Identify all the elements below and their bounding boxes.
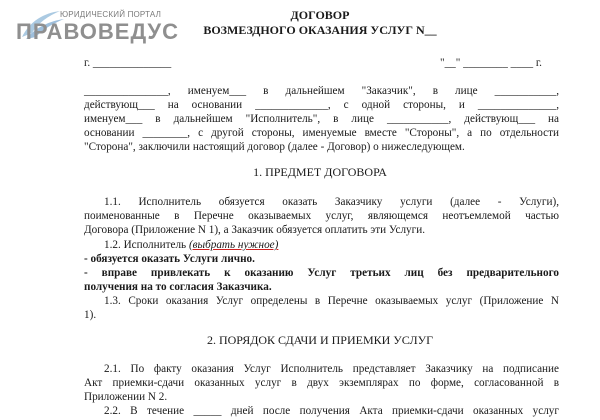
clause-prefix: 1.2. Исполнитель — [104, 239, 187, 251]
document-title: ДОГОВОР — [290, 8, 350, 22]
preamble-line: "Сторона", заключили настоящий договор (далее - Договор) о нижеследующем. — [84, 141, 465, 153]
option-line: - вправе привлекать к оказанию Услуг третьих лиц без предварительного — [84, 267, 559, 279]
clause-line: 1.1. Исполнитель обязуется оказать Заказчику услуги (далее - Услуги), — [104, 196, 559, 208]
choice-note: (выбрать нужное) — [188, 239, 279, 251]
date-field: "__" ________ ____ г. — [440, 57, 542, 69]
clause-line: 1). — [84, 309, 97, 321]
clause-line: Договора (Приложение N 1), а Заказчик обязуется оплатить эти Услуги. — [84, 224, 425, 236]
preamble-line: основании ________, с другой стороны, именуемые вместе "Стороны", а по отдельности — [84, 127, 559, 139]
logo-name: ПРАВОВЕДУС — [16, 19, 179, 44]
preamble-line: именуем___ в дальнейшем "Исполнитель", в лице ___________, действующ___ на — [84, 113, 559, 125]
clause-line: Приложении N 2. — [84, 391, 168, 403]
preamble-line: действующ___ на основании _____________, с одной стороны, и ______________, — [84, 99, 559, 111]
option-line: - обязуется оказать Услуги лично. — [84, 253, 255, 265]
document-subtitle: ВОЗМЕЗДНОГО ОКАЗАНИЯ УСЛУГ N__ — [203, 23, 437, 37]
clause-line: 1.3. Сроки оказания Услуг определены в Перечне оказываемых услуг (Приложение N — [104, 295, 559, 307]
clause-line — [104, 238, 278, 252]
city-field: г. ______________ — [84, 57, 172, 69]
logo-subtitle: ЮРИДИЧЕСКИЙ ПОРТАЛ — [60, 10, 162, 19]
clause-line: 2.2. В течение _____ дней после получения Акта приемки-сдачи оказанных услуг — [104, 405, 559, 417]
site-logo[interactable] — [16, 7, 186, 51]
clause-line: поименованные в Перечне оказываемых услуг, являющемся неотъемлемой частью — [84, 210, 559, 222]
option-line: получения на то согласия Заказчика. — [84, 281, 272, 293]
section-heading: 1. ПРЕДМЕТ ДОГОВОРА — [253, 165, 387, 179]
clause-line: 2.1. По факту оказания Услуг Исполнитель представляет Заказчику на подписание — [104, 363, 559, 375]
clause-line: Акт приемки-сдачи оказанных услуг в двух экземплярах по форме, согласованной в — [84, 377, 559, 389]
section-heading: 2. ПОРЯДОК СДАЧИ И ПРИЕМКИ УСЛУГ — [206, 333, 434, 347]
preamble-line: _______________, именуем___ в дальнейшем "Заказчик", в лице ___________, — [84, 85, 559, 97]
